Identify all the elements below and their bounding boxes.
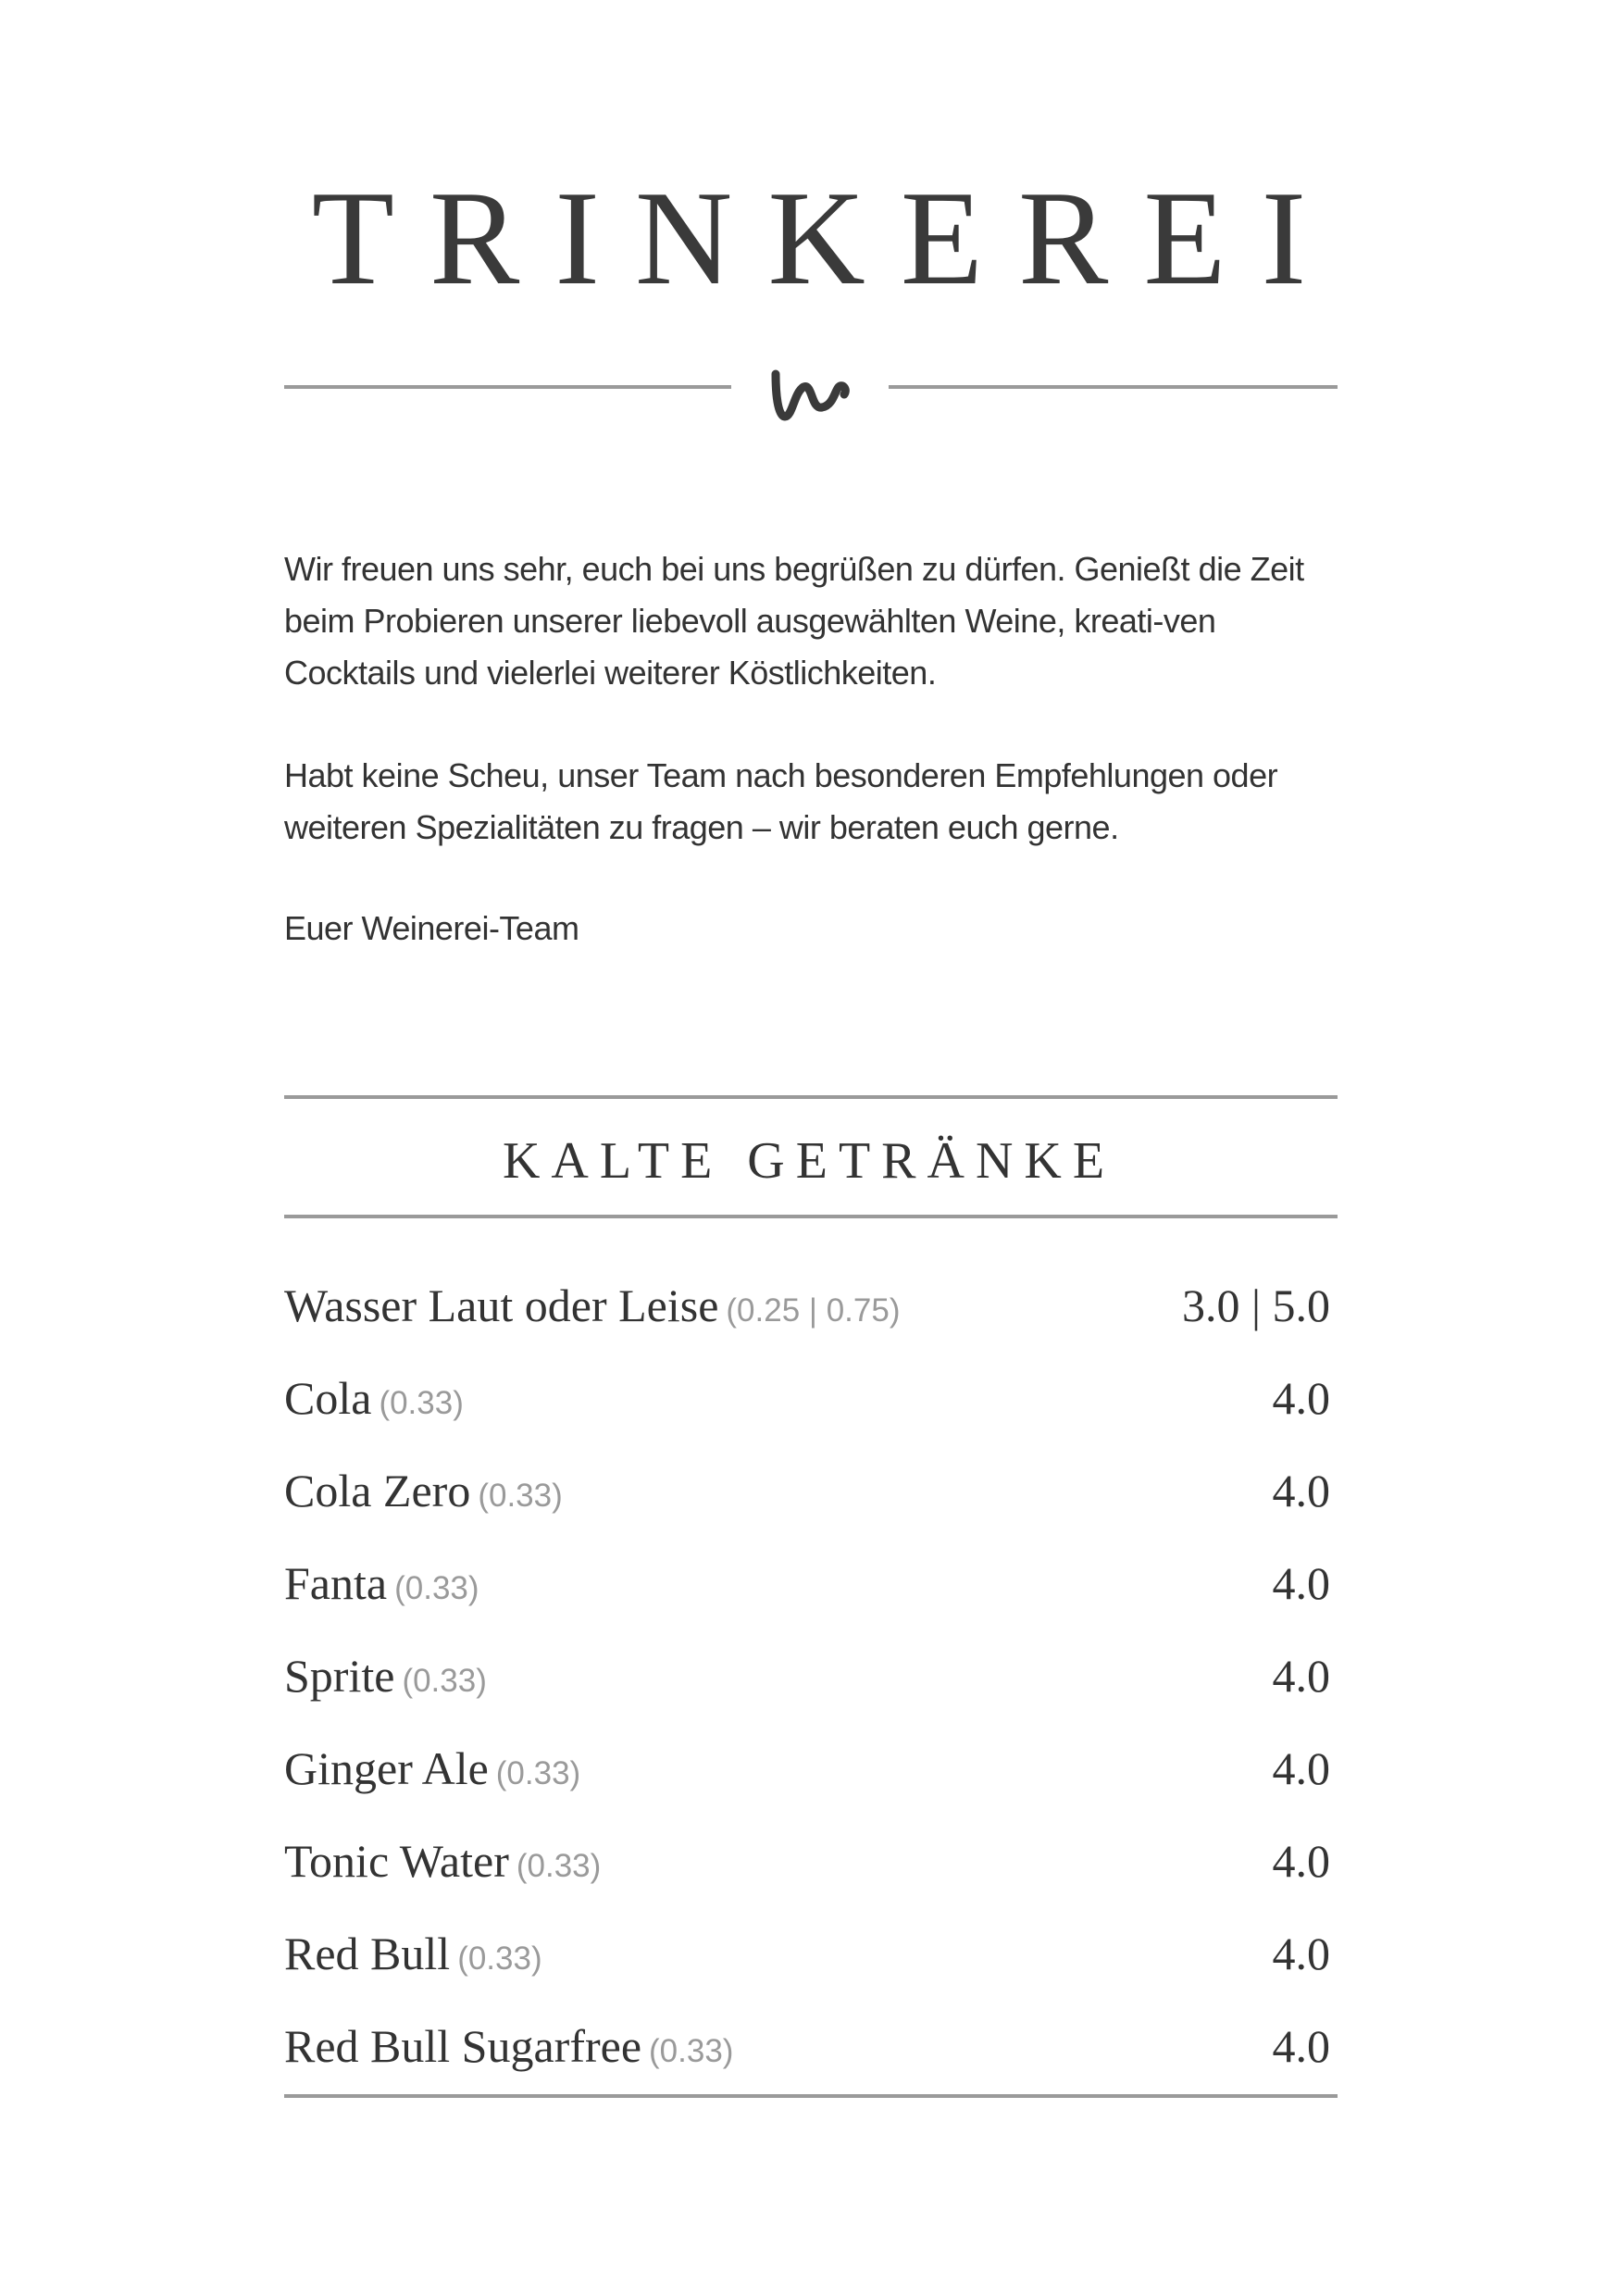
item-name: Wasser Laut oder Leise: [284, 1279, 719, 1331]
item-size: (0.33): [516, 1848, 602, 1884]
list-item: [284, 1259, 1330, 1352]
item-size: (0.33): [394, 1570, 479, 1606]
item-label: [284, 1741, 580, 1795]
item-price: 3.0 | 5.0: [1181, 1279, 1330, 1331]
item-size: (0.33): [402, 1663, 487, 1699]
list-item: [284, 1444, 1330, 1537]
list-item: [284, 2000, 1330, 2092]
list-item: [284, 1722, 1330, 1815]
item-price: 4.0: [1272, 1835, 1330, 1887]
intro-paragraph-1: Wir freuen uns sehr, euch bei uns begrüßen zu dürfen. Genießt die Zeit beim Probieren unserer liebevoll ausgewählten Weine, kreati-ven Cocktails und vielerlei weiterer Köstlichkeiten.: [284, 550, 1304, 692]
item-size: (0.33): [379, 1385, 464, 1421]
section-rule-top: [284, 1095, 1338, 1099]
item-size: (0.33): [478, 1478, 563, 1514]
header-divider-left: [284, 385, 731, 389]
item-name: Tonic Water: [284, 1835, 509, 1887]
header-divider-right: [889, 385, 1338, 389]
item-name: Red Bull Sugarfree: [284, 2020, 642, 2072]
section-title: KALTE GETRÄNKE: [502, 1132, 1116, 1190]
section-rule-bottom: [284, 2094, 1338, 2098]
item-label: [284, 2019, 733, 2073]
intro-paragraph-2: Habt keine Scheu, unser Team nach besonderen Empfehlungen oder weiteren Spezialitäten zu fragen – wir beraten euch gerne.: [284, 756, 1278, 846]
list-item: [284, 1629, 1330, 1722]
item-label: [284, 1371, 464, 1425]
item-label: [284, 1464, 563, 1517]
item-name: Red Bull: [284, 1928, 451, 1979]
page-title: TRINKEREI: [311, 163, 1342, 313]
item-name: Cola Zero: [284, 1465, 471, 1516]
list-item: [284, 1907, 1330, 2000]
item-price: 4.0: [1272, 1372, 1330, 1424]
list-item: [284, 1352, 1330, 1444]
item-size: (0.33): [457, 1940, 542, 1977]
intro-signature: Euer Weinerei-Team: [284, 909, 579, 947]
item-label: [284, 1279, 900, 1332]
drinks-list: [284, 1259, 1330, 2092]
item-price: 4.0: [1272, 2020, 1330, 2072]
item-price: 4.0: [1272, 1650, 1330, 1702]
section-rule-middle: [284, 1215, 1338, 1218]
item-price: 4.0: [1272, 1465, 1330, 1516]
w-monogram-icon: [770, 356, 850, 430]
item-label: [284, 1834, 601, 1888]
item-name: Ginger Ale: [284, 1742, 489, 1794]
item-price: 4.0: [1272, 1557, 1330, 1609]
list-item: [284, 1815, 1330, 1907]
item-label: [284, 1556, 479, 1610]
item-name: Fanta: [284, 1557, 388, 1609]
item-label: [284, 1649, 487, 1703]
item-price: 4.0: [1272, 1742, 1330, 1794]
item-price: 4.0: [1272, 1928, 1330, 1979]
list-item: [284, 1537, 1330, 1629]
item-name: Cola: [284, 1372, 372, 1424]
item-size: (0.25 | 0.75): [726, 1292, 901, 1329]
item-name: Sprite: [284, 1650, 395, 1702]
item-size: (0.33): [495, 1755, 581, 1791]
item-label: [284, 1927, 542, 1980]
item-size: (0.33): [649, 2033, 734, 2069]
